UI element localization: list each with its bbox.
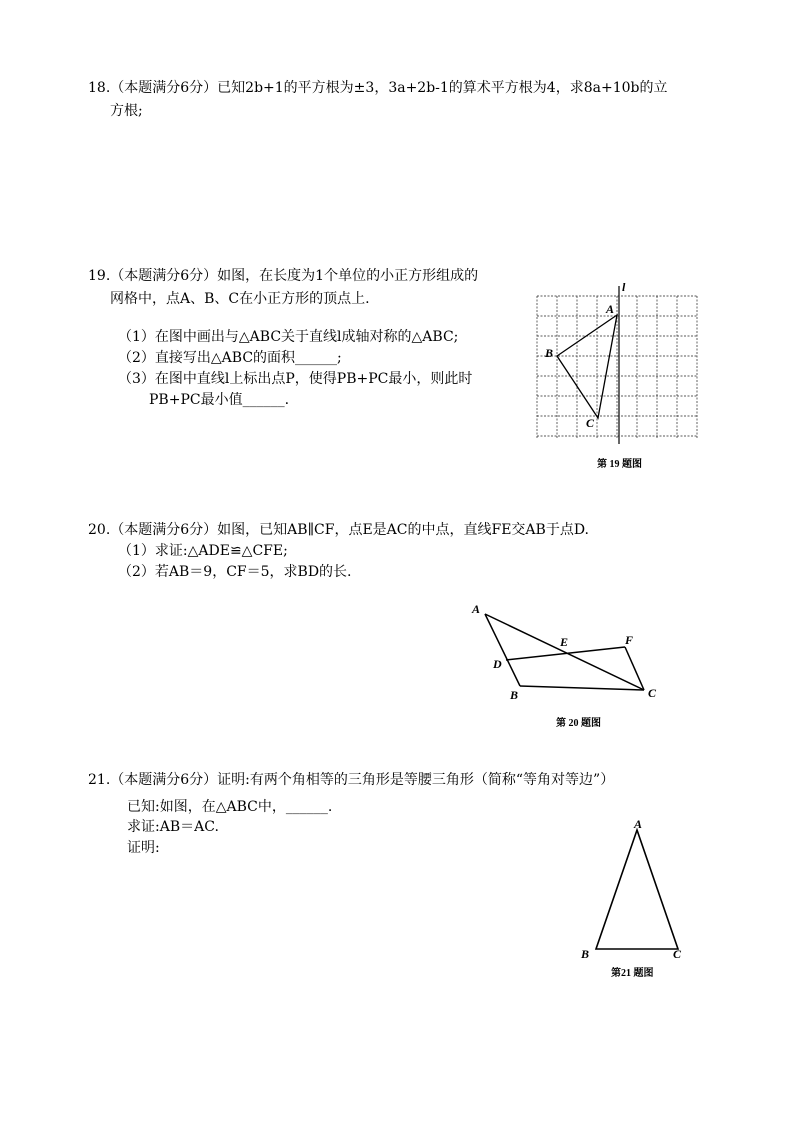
q21-proof: 证明:	[127, 840, 160, 856]
figure-caption: 第21 题图	[611, 968, 654, 979]
q19-part2: （2）直接写出△ABC的面积______;	[118, 350, 342, 366]
segment-ac	[485, 614, 644, 690]
q19-part3b: PB+PC最小值______.	[149, 392, 290, 408]
label-c: C	[586, 416, 595, 430]
q21-figure	[574, 816, 692, 986]
q19-part1: （1）在图中画出与△ABC关于直线l成轴对称的△ABC;	[118, 329, 459, 345]
q19-line1: 19.（本题满分6分）如图，在长度为1个单位的小正方形组成的	[88, 268, 479, 284]
label-c: C	[648, 686, 657, 700]
label-b: B	[510, 688, 519, 702]
q18-line2: 方根;	[110, 103, 143, 119]
q21-prove: 求证:AB＝AC.	[127, 819, 219, 835]
q18-line1: 18.（本题满分6分）已知2b+1的平方根为±3，3a+2b-1的算术平方根为4，求8a+10b的立	[88, 80, 668, 96]
q20-figure	[464, 598, 674, 734]
segment-ab	[485, 614, 520, 686]
label-c: C	[673, 947, 682, 961]
label-f: F	[625, 633, 634, 647]
figure-caption: 第 19 题图	[597, 459, 642, 470]
q21-line1: 21.（本题满分6分）证明:有两个角相等的三角形是等腰三角形（简称“等角对等边”）	[88, 772, 615, 788]
grid	[537, 296, 698, 438]
label-a: A	[606, 302, 615, 316]
label-a: A	[634, 817, 643, 831]
q20-part1: （1）求证:△ADE≌△CFE;	[118, 543, 288, 559]
q19-part3a: （3）在图中直线l上标出点P，使得PB+PC最小，则此时	[118, 371, 473, 387]
label-d: D	[493, 657, 502, 671]
q21-given: 已知:如图，在△ABC中，______.	[127, 799, 333, 815]
q20-line1: 20.（本题满分6分）如图，已知AB∥CF，点E是AC的中点，直线FE交AB于点D.	[88, 522, 590, 538]
q19-figure	[528, 276, 708, 472]
label-l: l	[622, 280, 626, 294]
label-b: B	[545, 346, 554, 360]
figure-caption: 第 20 题图	[556, 718, 601, 729]
segment-cf	[625, 647, 644, 690]
q19-line2: 网格中，点A、B、C在小正方形的顶点上.	[110, 291, 370, 307]
q20-part2: （2）若AB＝9，CF＝5，求BD的长.	[118, 564, 352, 580]
label-a: A	[472, 602, 481, 616]
label-b: B	[581, 947, 590, 961]
triangle-abc	[596, 830, 678, 949]
label-e: E	[560, 635, 569, 649]
triangle-abc	[557, 315, 617, 418]
segment-bc	[520, 686, 644, 690]
